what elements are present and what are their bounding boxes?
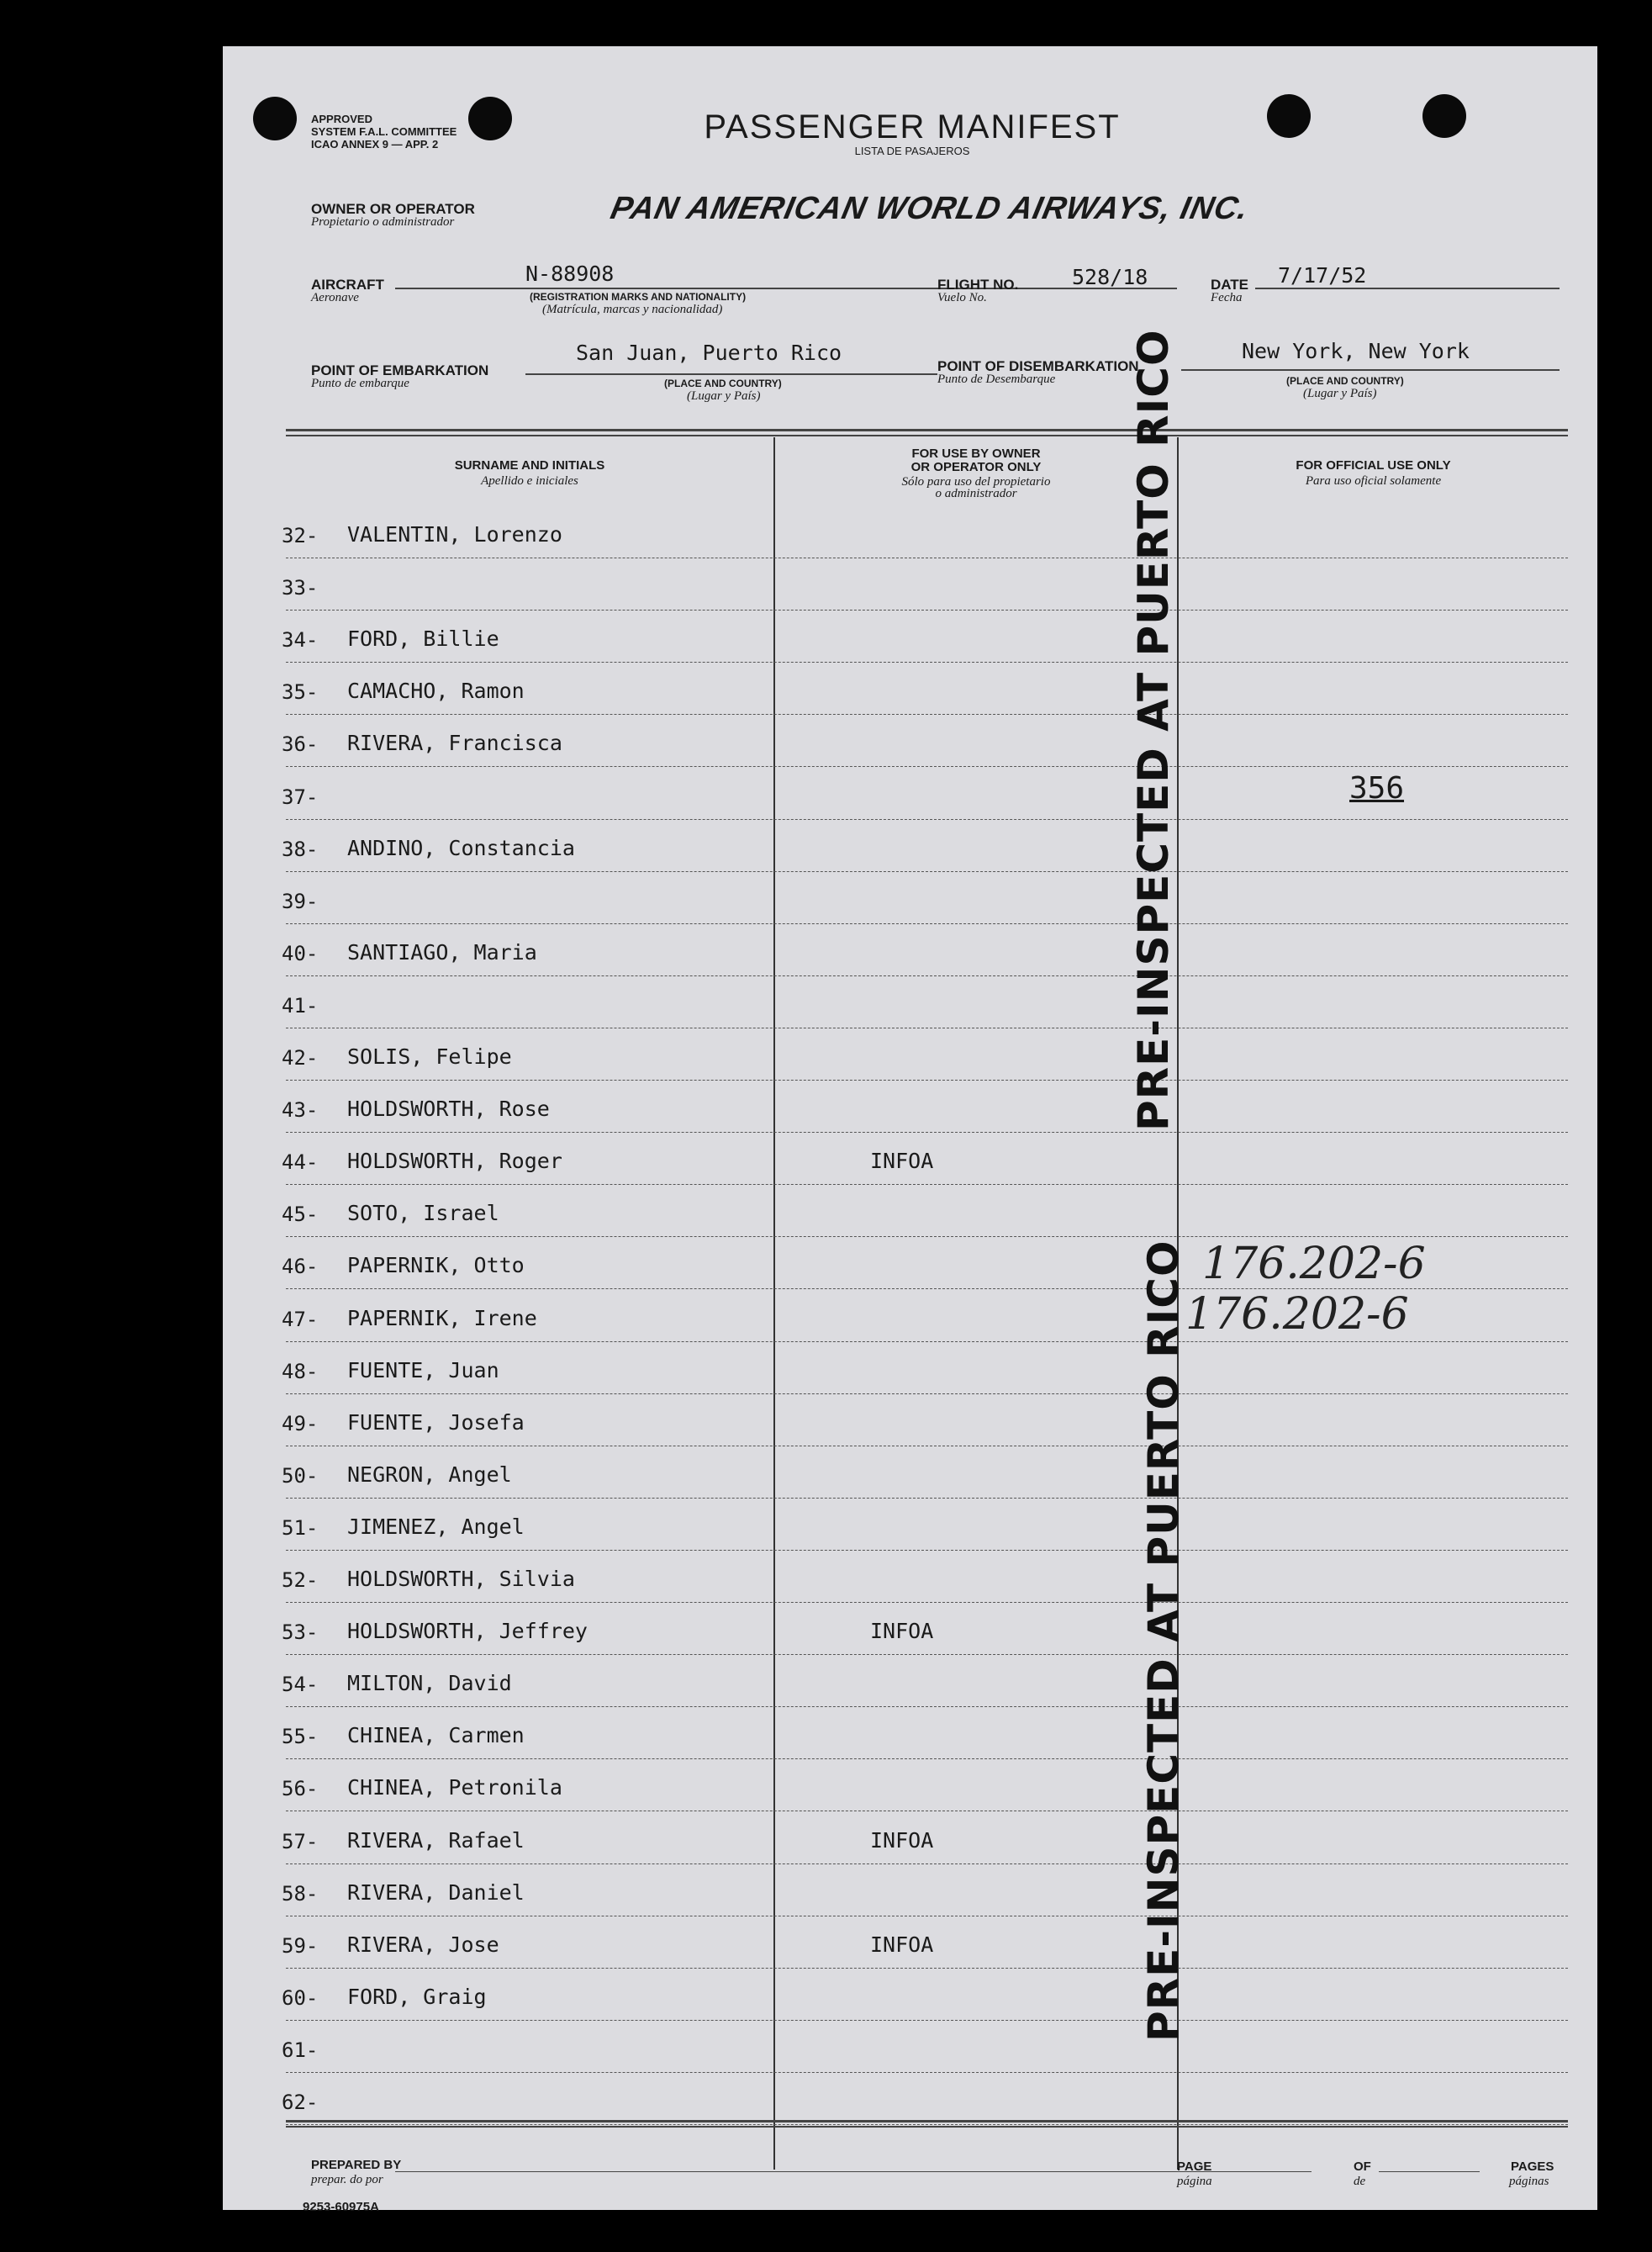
disembark-underline <box>1181 369 1560 371</box>
row-number: 47- <box>282 1308 319 1331</box>
row-number: 44- <box>282 1150 319 1174</box>
column-divider <box>773 437 775 2170</box>
passenger-name: HOLDSWORTH, Roger <box>347 1149 562 1173</box>
row-rule <box>286 766 1568 767</box>
row-number: 49- <box>282 1412 319 1435</box>
passenger-name: HOLDSWORTH, Silvia <box>347 1567 575 1591</box>
owner-name: PAN AMERICAN WORLD AIRWAYS, INC. <box>607 191 1253 226</box>
row-number: 33- <box>282 576 319 600</box>
punch-hole <box>253 97 297 140</box>
official-number: 356 <box>1349 771 1405 806</box>
passenger-name: FORD, Graig <box>347 1985 487 2009</box>
column-header-official-es: Para uso oficial solamente <box>1305 474 1442 488</box>
passenger-name: FORD, Billie <box>347 626 499 651</box>
of-label-es: de <box>1354 2175 1366 2188</box>
registration-note-es: (Matrícula, marcas y nacionalidad) <box>542 303 723 316</box>
date-value: 7/17/52 <box>1278 263 1367 288</box>
row-number: 50- <box>282 1464 319 1488</box>
date-label-es: Fecha <box>1211 291 1243 304</box>
row-number: 36- <box>282 732 319 756</box>
row-number: 62- <box>282 2091 319 2114</box>
row-rule <box>286 1184 1568 1185</box>
passenger-name: PAPERNIK, Irene <box>347 1306 537 1330</box>
row-rule <box>286 1863 1568 1864</box>
owner-use-cell: INFOA <box>870 1828 934 1853</box>
page-label: PAGE <box>1177 2159 1212 2174</box>
flight-label: FLIGHT NO. <box>937 277 1019 293</box>
aircraft-label-es: Aeronave <box>311 291 359 304</box>
embark-note-es: (Lugar y País) <box>687 389 761 403</box>
form-number: 9253-60975A <box>303 2200 379 2214</box>
manifest-sheet <box>223 46 1597 2214</box>
row-number: 45- <box>282 1203 319 1226</box>
embark-underline <box>525 373 937 375</box>
row-number: 43- <box>282 1098 319 1122</box>
punch-hole <box>1422 94 1466 138</box>
row-rule <box>286 1393 1568 1394</box>
pages-label-es: páginas <box>1509 2175 1549 2188</box>
passenger-name: FUENTE, Josefa <box>347 1410 525 1435</box>
pre-inspected-stamp: PRE-INSPECTED AT PUERTO RICO <box>1129 329 1178 1131</box>
row-rule <box>286 975 1568 976</box>
passenger-name: SOLIS, Felipe <box>347 1044 512 1069</box>
passenger-name: NEGRON, Angel <box>347 1462 512 1487</box>
row-number: 57- <box>282 1830 319 1853</box>
row-number: 61- <box>282 2038 319 2062</box>
row-number: 51- <box>282 1516 319 1540</box>
date-label: DATE <box>1211 277 1249 293</box>
passenger-name: JIMENEZ, Angel <box>347 1515 525 1539</box>
row-rule <box>286 714 1568 715</box>
punch-hole <box>468 97 512 140</box>
disembark-label-es: Punto de Desembarque <box>937 373 1056 386</box>
passenger-name: FUENTE, Juan <box>347 1358 499 1382</box>
passenger-name: HOLDSWORTH, Rose <box>347 1097 550 1121</box>
page-title: PASSENGER MANIFEST <box>704 108 1121 145</box>
passenger-name: RIVERA, Jose <box>347 1932 499 1957</box>
row-rule <box>286 1341 1568 1342</box>
table-top-rule <box>286 429 1568 431</box>
row-rule <box>286 1758 1568 1759</box>
owner-use-cell: INFOA <box>870 1619 934 1643</box>
row-rule <box>286 2072 1568 2073</box>
passenger-name: ANDINO, Constancia <box>347 836 575 860</box>
row-number: 42- <box>282 1046 319 1070</box>
disembark-label: POINT OF DISEMBARKATION <box>937 358 1139 374</box>
row-rule <box>286 1236 1568 1237</box>
row-number: 56- <box>282 1777 319 1800</box>
passenger-name: CHINEA, Petronila <box>347 1775 562 1800</box>
row-number: 35- <box>282 680 319 704</box>
row-rule <box>286 819 1568 820</box>
row-rule <box>286 610 1568 611</box>
flight-value: 528/18 <box>1072 265 1148 289</box>
registration-note: (REGISTRATION MARKS AND NATIONALITY) <box>530 291 747 303</box>
column-header-owner-use: FOR USE BY OWNER <box>911 447 1041 461</box>
passenger-name: VALENTIN, Lorenzo <box>347 522 562 547</box>
row-number: 41- <box>282 994 319 1018</box>
row-rule <box>286 2124 1568 2125</box>
page-line <box>1219 2171 1312 2172</box>
passenger-name: SOTO, Israel <box>347 1201 499 1225</box>
table-bottom-rule <box>286 2120 1568 2122</box>
of-line <box>1379 2171 1480 2172</box>
date-underline <box>1255 288 1560 289</box>
owner-use-cell: INFOA <box>870 1149 934 1173</box>
approval-line-1: APPROVED <box>311 113 372 125</box>
row-rule <box>286 2020 1568 2021</box>
row-number: 39- <box>282 890 319 913</box>
prepared-by-label: PREPARED BY <box>311 2158 402 2172</box>
column-header-surname: SURNAME AND INITIALS <box>454 458 605 473</box>
prepared-by-label-es: prepar. do por <box>311 2173 383 2186</box>
approval-line-2: SYSTEM F.A.L. COMMITTEE <box>311 125 457 138</box>
passenger-name: MILTON, David <box>347 1671 512 1695</box>
row-rule <box>286 923 1568 924</box>
flight-underline <box>1030 288 1177 289</box>
table-bottom-rule <box>286 2126 1568 2128</box>
row-rule <box>286 871 1568 872</box>
column-header-owner-use: OR OPERATOR ONLY <box>910 460 1042 474</box>
passenger-name: SANTIAGO, Maria <box>347 940 537 965</box>
flight-label-es: Vuelo No. <box>937 291 987 304</box>
page-subtitle: LISTA DE PASAJEROS <box>854 145 970 157</box>
disembark-note: (PLACE AND COUNTRY) <box>1286 375 1404 387</box>
row-number: 55- <box>282 1725 319 1748</box>
of-label: OF <box>1354 2159 1371 2174</box>
row-rule <box>286 1654 1568 1655</box>
row-rule <box>286 1132 1568 1133</box>
row-number: 32- <box>282 524 319 547</box>
row-number: 54- <box>282 1673 319 1696</box>
owner-use-cell: INFOA <box>870 1932 934 1957</box>
row-rule <box>286 1706 1568 1707</box>
row-rule <box>286 1080 1568 1081</box>
row-number: 53- <box>282 1620 319 1644</box>
pages-label: PAGES <box>1511 2159 1554 2174</box>
row-rule <box>286 662 1568 663</box>
column-header-surname-es: Apellido e iniciales <box>481 474 578 488</box>
row-rule <box>286 1968 1568 1969</box>
owner-label: OWNER OR OPERATOR <box>311 201 475 217</box>
row-number: 48- <box>282 1360 319 1383</box>
row-number: 58- <box>282 1882 319 1906</box>
row-number: 38- <box>282 838 319 861</box>
row-number: 34- <box>282 628 319 652</box>
passenger-name: CHINEA, Carmen <box>347 1723 525 1747</box>
handwritten-code: 176.202-6 <box>1202 1239 1426 1289</box>
passenger-name: RIVERA, Francisca <box>347 731 562 755</box>
row-number: 46- <box>282 1255 319 1278</box>
prepared-by-line <box>395 2171 1236 2172</box>
passenger-name: PAPERNIK, Otto <box>347 1253 525 1277</box>
table-top-rule <box>286 435 1568 436</box>
page-label-es: página <box>1177 2175 1212 2188</box>
embark-label: POINT OF EMBARKATION <box>311 362 489 378</box>
disembark-value: New York, New York <box>1242 339 1470 363</box>
aircraft-value: N-88908 <box>525 262 615 286</box>
row-number: 40- <box>282 942 319 965</box>
passenger-name: RIVERA, Rafael <box>347 1828 525 1853</box>
row-number: 52- <box>282 1568 319 1592</box>
row-rule <box>286 1550 1568 1551</box>
owner-label-es: Propietario o administrador <box>311 215 455 229</box>
embark-label-es: Punto de embarque <box>311 377 409 390</box>
column-header-official: FOR OFFICIAL USE ONLY <box>1296 458 1451 473</box>
row-number: 37- <box>282 785 319 809</box>
embark-value: San Juan, Puerto Rico <box>576 341 842 365</box>
disembark-note-es: (Lugar y País) <box>1303 387 1377 400</box>
pre-inspected-stamp: PRE-INSPECTED AT PUERTO RICO <box>1139 1240 1188 2042</box>
column-header-owner-use-es: o administrador <box>935 487 1017 500</box>
approval-line-3: ICAO ANNEX 9 — APP. 2 <box>311 138 439 151</box>
row-number: 59- <box>282 1934 319 1958</box>
row-rule <box>286 1602 1568 1603</box>
punch-hole <box>1267 94 1311 138</box>
passenger-name: RIVERA, Daniel <box>347 1880 525 1905</box>
row-rule <box>286 1498 1568 1499</box>
embark-note: (PLACE AND COUNTRY) <box>664 378 782 389</box>
row-number: 60- <box>282 1986 319 2010</box>
passenger-name: HOLDSWORTH, Jeffrey <box>347 1619 588 1643</box>
aircraft-label: AIRCRAFT <box>311 277 384 293</box>
column-header-owner-use-es: Sólo para uso del propietario <box>901 475 1051 489</box>
passenger-name: CAMACHO, Ramon <box>347 679 525 703</box>
handwritten-code: 176.202-6 <box>1185 1289 1409 1340</box>
